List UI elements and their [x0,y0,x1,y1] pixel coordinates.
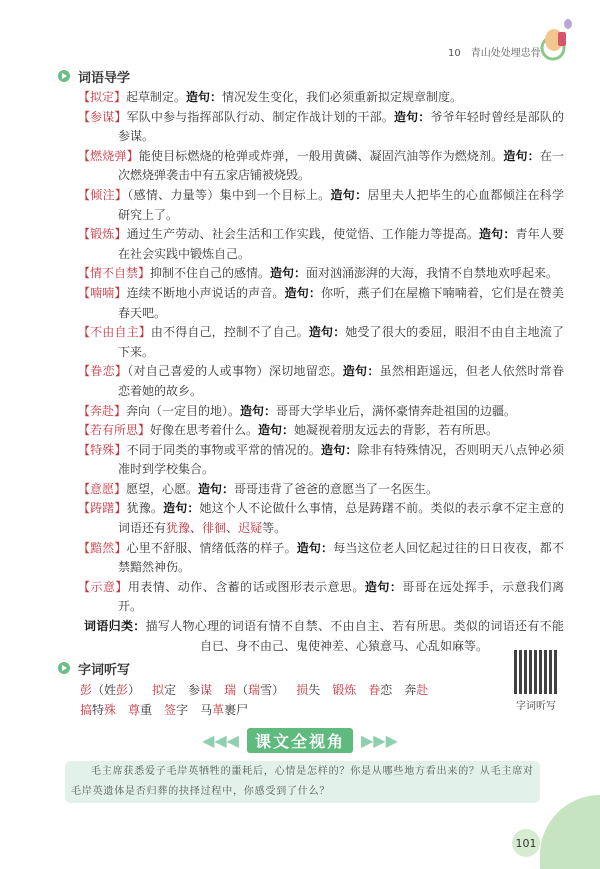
qr-block [508,650,564,712]
entry-definition: 愿望，心愿。 [126,481,199,496]
vocab-entry [78,284,564,323]
highlight-char: 彭 [116,683,129,698]
vocab-entry [78,480,564,500]
plain-char: 重 [140,703,153,718]
vocab-entry [78,578,564,617]
entry-term: 【燃烧弹】 [78,148,139,163]
example-label: 造句： [186,90,223,104]
vocab-entry [78,88,564,108]
example-label: 造句： [364,579,403,594]
entry-definition: 由不得自己，控制不了自己。 [150,325,309,340]
highlight-char: 彭 [80,683,93,698]
example-label: 造句： [479,227,516,242]
dictation-section [58,658,564,720]
entry-term: 【不由自主】 [78,325,151,340]
entry-definition: 连续不断地小声说话的声音。 [126,285,285,300]
example-sentence: 哥哥违背了爸爸的意愿当了一名医生。 [234,481,439,496]
entry-definition: 不同于同类的事物或平常的情况的。 [126,442,322,457]
example-sentence: 她这个人不论做什么事情，总是踌躇不前。类似的表示拿不定主意的词语还有 [118,501,564,536]
entry-term: 【参谋】 [78,109,127,124]
example-label: 造句： [284,285,322,300]
example-sentence: 青年人要在社会实践中锻炼自己。 [118,227,564,261]
vocab-entry [78,362,564,401]
example-sentence: 你听，燕子们在屋檐下喃喃着，它们是在赞美春天吧。 [118,285,564,320]
example-label: 造句： [342,364,380,379]
entry-definition: 犹豫。 [126,501,164,516]
plain-char: 失 [308,683,321,698]
example-label: 造句： [270,266,307,281]
plain-char: 恋 [380,683,393,698]
dictation-list [80,680,460,720]
example-sentence: 爷爷年轻时曾经是部队的参谋。 [118,109,564,144]
plain-char: 雪） [260,683,285,698]
entry-term: 【拟定】 [78,90,127,104]
highlight-char: 尊 [128,703,141,718]
question-box [65,761,540,803]
example-sentence: 在一次燃烧弹袭击中有五家店铺被烧毁。 [118,148,564,183]
dictation-word [164,700,188,720]
plain-char: 字 [176,703,189,718]
entry-term: 【特殊】 [78,442,127,457]
play-bullet-icon [58,70,70,82]
section-banner [0,728,600,753]
page-number: 101 [512,829,540,857]
dictation-word [224,680,284,700]
sentence-end: 等。 [262,521,287,536]
entry-definition: 抑制不住自己的感情。 [150,266,271,281]
qr-code[interactable] [514,650,558,694]
example-label: 造句： [163,501,200,516]
question-text: 毛主席获悉爱子毛岸英牺牲的噩耗后，心情是怎样的？你是从哪些地方看出来的？从毛主席对毛岸英遗体是否归葬的抉择过程中，你感受到了什么？ [71,766,534,798]
dictation-word [368,680,392,700]
example-sentence: 她受了很大的委屈，眼泪不由自主地流了下来。 [118,325,564,359]
entry-term: 【眷恋】 [78,364,128,379]
example-label: 造句： [296,540,334,555]
highlight-char: 拟 [152,683,165,698]
left-arrows-icon: ◀◀◀ [202,731,239,751]
example-label: 造句： [330,187,368,202]
example-sentence: 每当这位老人回忆起过往的日日夜夜，都不禁黯然神伤。 [118,540,564,575]
separator: 、 [190,521,203,536]
dictation-word [332,680,356,700]
category-text: 描写人物心理的词语有情不自禁、不由自主、若有所思。类似的词语还有不能自已、身不由己、鬼使神差、心猿意马、心乱如麻等。 [145,619,564,653]
section-title: 词语导学 [78,70,131,86]
example-label: 造句： [321,442,358,457]
example-label: 造句： [393,109,431,124]
separator: 、 [226,521,239,536]
section-heading-dictation [58,658,460,678]
plain-char: 定 [164,683,177,698]
highlight-char: 谋 [200,683,213,698]
plain-char: 奔 [404,683,417,698]
highlight-char: 锻炼 [332,683,357,698]
lesson-number: 10 [448,48,461,59]
example-label: 造句： [503,148,540,163]
dictation-word [200,700,248,720]
example-label: 造句： [258,423,295,438]
vocab-list [78,88,564,656]
section-title: 字词听写 [78,662,131,678]
example-sentence: 虽然相距遥远，但老人依然时常眷恋着她的故乡。 [118,364,564,398]
entry-term: 【若有所思】 [78,423,151,438]
vocab-entry [78,147,564,186]
entry-term: 【喃喃】 [78,285,127,300]
highlight-char: 签 [164,703,177,718]
vocab-entry [78,264,564,284]
example-label: 造句： [308,325,346,340]
entry-definition: 能使目标燃烧的枪弹或炸弹，一般用黄磷、凝固汽油等作为燃烧剂。 [138,148,504,163]
dictation-word [296,680,320,700]
plain-char: 马 [200,703,213,718]
vocab-entry [78,108,564,147]
plain-char: 裹尸 [224,703,249,718]
dictation-word [80,680,140,700]
vocab-entry [78,323,564,362]
highlight-char: 赴 [416,683,429,698]
highlight-char: 革 [212,703,225,718]
entry-term: 【锻炼】 [78,227,127,242]
similar-word: 犹豫 [166,521,191,536]
category-label: 词语归类： [84,619,146,634]
entry-definition: （对自己喜爱的人或事物）深切地留恋。 [127,364,343,379]
highlight-char: 眷 [368,683,381,698]
play-bullet-icon [58,662,70,674]
qr-label: 字词听写 [516,701,556,713]
highlight-char: 殊 [104,703,117,718]
plain-char: 参 [188,683,201,698]
plain-char: （ [236,683,249,698]
vocab-entry [78,499,564,538]
example-sentence: 面对汹涌澎湃的大海，我情不自禁地欢呼起来。 [306,266,559,281]
entry-definition: 好像在思考着什么。 [150,423,259,438]
dictation-word [404,680,428,700]
similar-word: 迟疑 [238,521,263,536]
vocab-entry [78,441,564,480]
example-sentence: 哥哥在远处挥手，示意我们离开。 [118,579,564,614]
word-category [78,617,564,656]
example-sentence: 情况发生变化，我们必须重新拟定规章制度。 [222,90,463,104]
entry-term: 【倾注】 [78,187,128,202]
vocab-entry [78,539,564,578]
entry-definition: 起草制定。 [126,90,187,104]
highlight-char: 瑞 [224,683,237,698]
entry-definition: 心里不舒服、情绪低落的样子。 [126,540,297,555]
example-sentence: 哥哥大学毕业后，满怀豪情奔赴祖国的边疆。 [276,403,517,418]
dictation-word [152,680,176,700]
entry-term: 【奔赴】 [78,403,127,418]
entry-term: 【示意】 [78,579,128,594]
vocab-entry [78,225,564,264]
example-sentence: 她凝视着朋友远去的背影，若有所思。 [294,423,499,438]
vocab-entry [78,402,564,422]
entry-term: 【情不自禁】 [78,266,151,281]
dictation-word [188,680,212,700]
section-heading-vocab [58,66,564,86]
example-sentence: 居里夫人把毕生的心血都倾注在科学研究上了。 [118,187,564,222]
vocab-entry [78,421,564,441]
entry-definition: 奔向（一定目的地）。 [126,403,241,418]
dictation-word [128,700,152,720]
entry-term: 【意愿】 [78,481,127,496]
dictation-left [58,658,460,720]
entry-definition: 用表情、动作、含蓄的话或图形表示意思。 [127,579,365,594]
plain-char: 特 [92,703,105,718]
dictation-word [80,700,116,720]
plain-char: ） [128,683,141,698]
plain-char: （姓 [92,683,117,698]
similar-word: 徘徊 [202,521,227,536]
entry-definition: 通过生产劳动、社会生活和工作实践，使觉悟、工作能力等提高。 [126,227,480,242]
example-label: 造句： [198,481,235,496]
highlight-char: 损 [296,683,309,698]
entry-definition: 军队中参与指挥部队行动、制定作战计划的干部。 [126,109,394,124]
highlight-char: 瑞 [248,683,261,698]
lesson-title: 青山处处埋忠骨 [470,48,541,59]
entry-term: 【黯然】 [78,540,127,555]
right-arrows-icon: ▶▶▶ [361,731,398,751]
entry-definition: （感情、力量等）集中到一个目标上。 [127,187,331,202]
example-label: 造句： [240,403,277,418]
example-sentence: 除非有特殊情况，否则明天八点钟必须准时到学校集合。 [118,442,564,477]
vocab-entry [78,186,564,225]
entry-term: 【踌躇】 [78,501,127,516]
highlight-char: 搞 [80,703,93,718]
banner-title: 课文全视角 [247,728,353,753]
